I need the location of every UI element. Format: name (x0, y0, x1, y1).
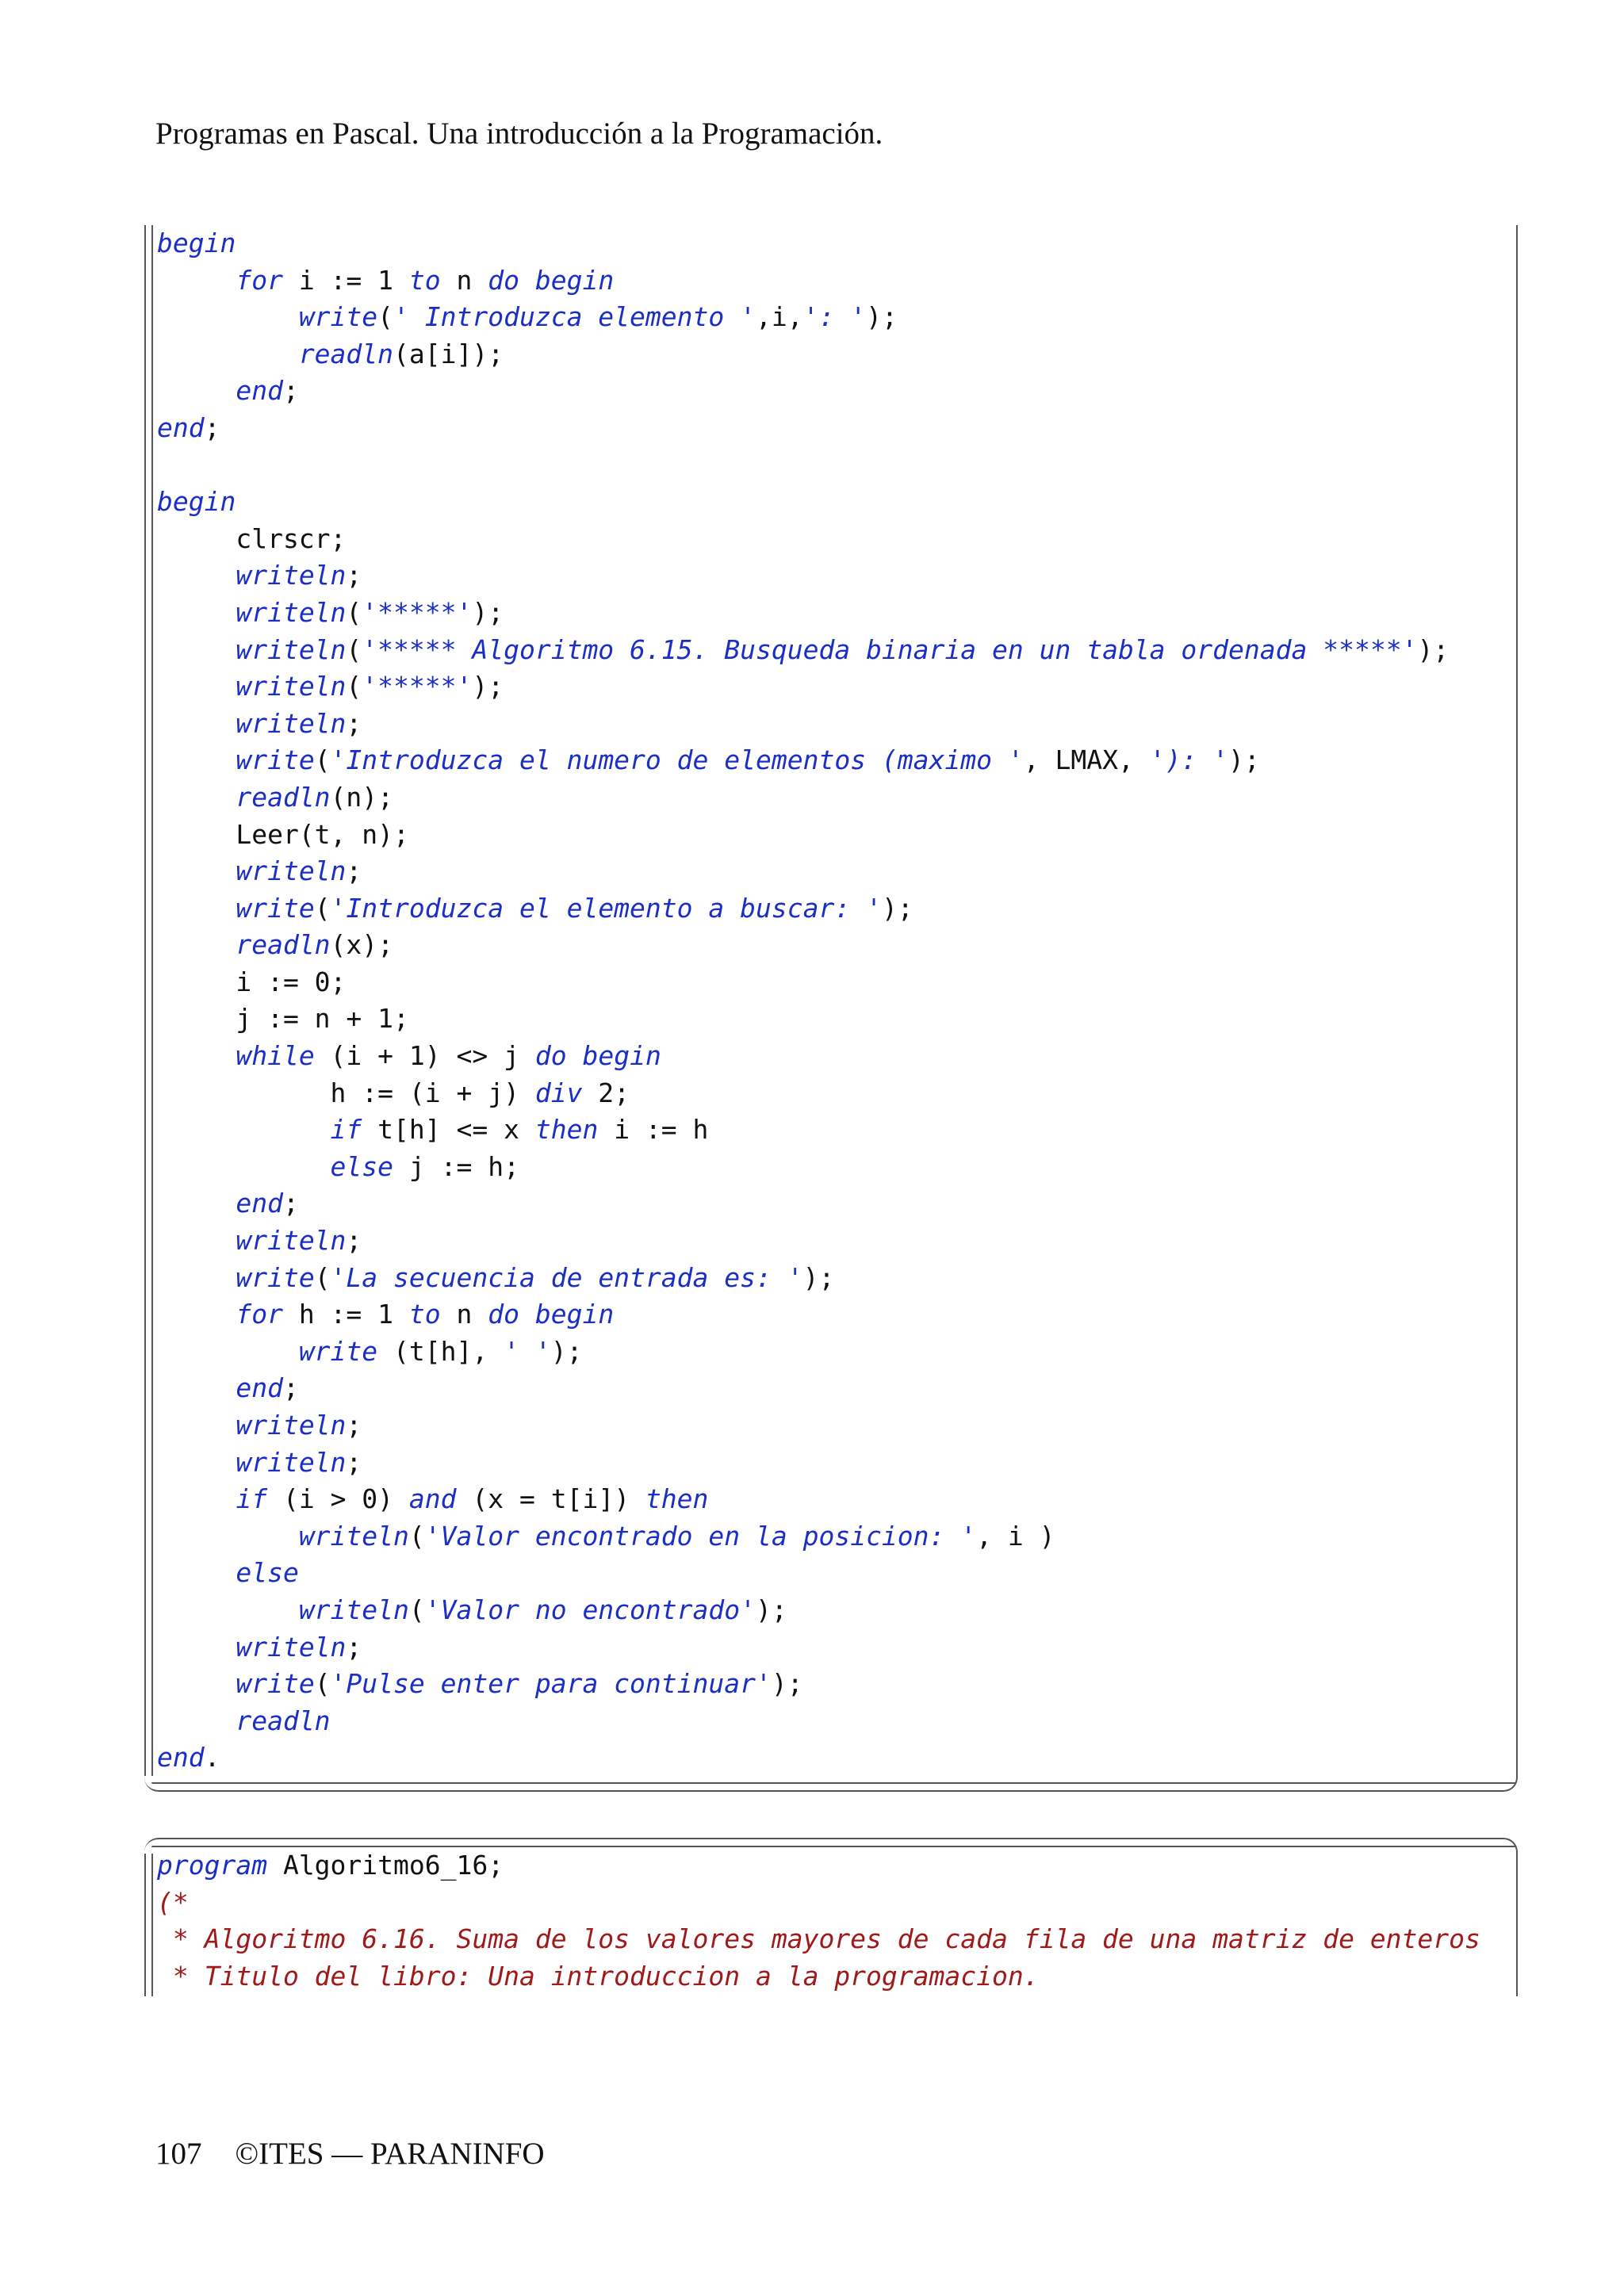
code-line (157, 484, 1449, 521)
code-keyword: then (645, 1483, 709, 1515)
code-keyword: readln (236, 929, 331, 961)
code-line (157, 1149, 1449, 1186)
code-text: 2; (582, 1077, 630, 1108)
code-text: ; (282, 1372, 299, 1404)
code-text: i := 0; (157, 966, 347, 997)
code-line (157, 779, 1449, 817)
code-keyword: do (534, 1040, 567, 1072)
code-text (157, 1188, 236, 1219)
code-keyword: writeln (236, 671, 347, 702)
code-string: 'Valor encontrado en la posicion: ' (424, 1520, 977, 1552)
code-line (157, 595, 1449, 632)
code-text: ; (204, 411, 220, 443)
code-text: ); (866, 301, 898, 333)
code-text (157, 375, 236, 406)
code-line (157, 410, 1449, 447)
code-text: ); (1228, 744, 1260, 776)
code-keyword: writeln (236, 1225, 347, 1257)
code-text: . (204, 1742, 220, 1774)
code-keyword: end (236, 1372, 283, 1404)
code-text (157, 1447, 236, 1478)
code-text (157, 744, 236, 775)
code-keyword: for (236, 264, 283, 296)
code-line (157, 1185, 1449, 1223)
code-text (157, 634, 236, 665)
code-line (157, 1445, 1449, 1482)
code-text (157, 855, 236, 886)
code-text: ( (346, 671, 362, 702)
code-text (157, 560, 236, 591)
code-text: ( (314, 1261, 331, 1293)
code-text: ( (377, 301, 394, 333)
code-line (157, 1334, 1449, 1371)
code-keyword: writeln (236, 596, 347, 628)
code-text (157, 1040, 236, 1071)
code-text (519, 265, 535, 296)
code-keyword: writeln (236, 1446, 347, 1478)
code-text (157, 893, 236, 924)
code-text (157, 339, 299, 369)
code-line (157, 1296, 1449, 1334)
code-line (157, 1223, 1449, 1260)
code-text: i := 1 (282, 264, 409, 296)
code-string: 'Introduzca el elemento a buscar: ' (330, 892, 882, 924)
code-line (157, 1075, 1449, 1112)
code-text (157, 301, 299, 332)
code-line (157, 1847, 1480, 1885)
code-string: ' ' (504, 1335, 551, 1367)
code-listing-algoritmo6-16 (144, 1838, 1518, 1996)
code-keyword: write (298, 301, 378, 333)
page-footer (155, 2136, 545, 2172)
code-text: ; (346, 855, 362, 887)
code-text (157, 1372, 236, 1403)
code-text (519, 1299, 535, 1330)
code-keyword: begin (534, 264, 615, 296)
code-text (157, 265, 236, 296)
code-block (157, 1847, 1480, 1995)
code-line (157, 890, 1449, 928)
code-keyword: write (236, 1668, 315, 1700)
code-keyword: while (236, 1040, 315, 1072)
code-text: Algoritmo6_16; (267, 1850, 504, 1881)
code-keyword: writeln (298, 1520, 409, 1552)
code-text (157, 1557, 236, 1588)
code-text: ( (314, 892, 331, 924)
code-line (157, 1666, 1449, 1703)
code-keyword: writeln (236, 633, 347, 665)
code-string: '): ' (1149, 744, 1229, 776)
code-text (157, 597, 236, 628)
code-text: (i > 0) (267, 1483, 409, 1515)
code-text (157, 708, 236, 739)
code-keyword: write (298, 1335, 378, 1367)
code-text (157, 1483, 236, 1514)
code-text (567, 1040, 583, 1071)
code-text: (n); (330, 781, 394, 813)
code-keyword: end (157, 411, 205, 443)
code-comment: * Titulo del libro: Una introduccion a la programacion. (157, 1960, 1040, 1992)
code-text: n (440, 264, 488, 296)
code-line (157, 1481, 1449, 1518)
code-line (157, 1112, 1449, 1149)
code-text: ( (314, 744, 331, 776)
code-line (157, 706, 1449, 743)
code-keyword: begin (534, 1299, 615, 1330)
code-line (157, 521, 1449, 558)
code-text (157, 929, 236, 960)
code-text (157, 1632, 236, 1663)
code-keyword: end (157, 1742, 205, 1774)
code-line (157, 1518, 1449, 1556)
code-text: n (440, 1299, 488, 1330)
code-line (157, 1958, 1480, 1996)
code-keyword: begin (582, 1040, 661, 1072)
code-line (157, 853, 1449, 890)
code-keyword: writeln (236, 707, 347, 739)
copyright-notice: ©ITES — PARANINFO (235, 2137, 545, 2171)
code-text (157, 1299, 236, 1330)
code-keyword: else (330, 1150, 394, 1182)
code-text: ); (550, 1335, 583, 1367)
code-line (157, 927, 1449, 964)
code-text: clrscr; (157, 522, 347, 554)
code-keyword: write (236, 744, 315, 776)
code-line (157, 632, 1449, 669)
code-text: ; (346, 1410, 362, 1441)
code-text: ; (346, 560, 362, 591)
code-keyword: begin (157, 228, 236, 258)
code-text: h := (i + j) (157, 1077, 535, 1108)
code-text (157, 1705, 236, 1736)
code-keyword: writeln (236, 1631, 347, 1663)
code-keyword: then (534, 1114, 599, 1146)
code-text: i := h (598, 1114, 709, 1146)
code-line (157, 262, 1449, 300)
code-text: ); (881, 892, 914, 924)
code-text (157, 1594, 299, 1625)
code-line (157, 1703, 1449, 1740)
code-comment: * Algoritmo 6.16. Suma de los valores mayores de cada fila de una matriz de enteros (157, 1923, 1480, 1955)
code-text: ); (756, 1594, 787, 1625)
code-line (157, 742, 1449, 779)
code-line (157, 964, 1449, 1001)
code-text (157, 671, 236, 702)
code-text: ( (346, 633, 362, 665)
code-text: (x = t[i]) (456, 1483, 645, 1515)
code-text: ; (346, 1631, 362, 1663)
code-text: ,i, (756, 301, 803, 333)
code-line (157, 817, 1449, 854)
code-text: j := n + 1; (157, 1003, 409, 1035)
code-line (157, 1592, 1449, 1629)
code-line (157, 447, 1449, 484)
code-line (157, 1001, 1449, 1038)
code-keyword: program (157, 1850, 268, 1881)
code-string: '*****' (362, 671, 473, 702)
code-keyword: to (408, 1299, 441, 1330)
code-text: t[h] <= x (362, 1114, 535, 1146)
code-keyword: write (236, 892, 315, 924)
code-keyword: writeln (236, 1410, 347, 1441)
code-keyword: writeln (236, 560, 347, 591)
code-text: (a[i]); (393, 338, 504, 369)
code-block (157, 225, 1449, 1777)
code-text: ( (314, 1668, 331, 1700)
code-line (157, 1921, 1480, 1958)
code-line (157, 1885, 1480, 1922)
code-keyword: div (534, 1077, 583, 1108)
code-keyword: end (236, 1188, 283, 1219)
code-text: ); (771, 1668, 803, 1700)
code-text: (i + 1) <> j (314, 1040, 535, 1072)
code-keyword: do (488, 264, 520, 296)
code-text: ); (472, 596, 504, 628)
code-text: ; (346, 1446, 362, 1478)
code-line (157, 557, 1449, 595)
code-text (157, 1114, 331, 1145)
code-line (157, 1370, 1449, 1407)
code-text (157, 782, 236, 813)
code-keyword: readln (236, 1705, 331, 1736)
code-keyword: writeln (236, 855, 347, 887)
code-text (157, 1225, 236, 1256)
code-text (157, 1410, 236, 1441)
code-text: ; (282, 375, 299, 407)
frame-inner-bottom (151, 1782, 1516, 1784)
code-line (157, 373, 1449, 410)
code-text: , i ) (976, 1520, 1055, 1552)
running-header: Programas en Pascal. Una introducción a la Programación. (155, 117, 883, 151)
code-line (157, 1739, 1449, 1777)
code-keyword: and (408, 1483, 457, 1515)
code-text: h := 1 (282, 1299, 409, 1330)
code-text: (t[h], (377, 1335, 504, 1367)
code-line (157, 1407, 1449, 1445)
code-text: ); (472, 671, 504, 702)
code-keyword: if (330, 1114, 362, 1146)
code-line (157, 225, 1449, 262)
code-string: ': ' (802, 301, 867, 333)
code-string: '*****' (362, 596, 473, 628)
code-keyword: else (236, 1557, 299, 1589)
code-keyword: end (236, 375, 283, 407)
code-text: Leer(t, n); (157, 818, 409, 850)
code-comment: (* (157, 1886, 189, 1918)
code-text: ); (1417, 633, 1450, 665)
code-text (157, 1668, 236, 1699)
code-line (157, 668, 1449, 706)
code-string: 'La secuencia de entrada es: ' (330, 1261, 803, 1293)
code-line (157, 1260, 1449, 1297)
code-keyword: begin (157, 486, 236, 518)
code-line (157, 1038, 1449, 1075)
code-line (157, 1629, 1449, 1667)
code-keyword: to (408, 264, 441, 296)
code-line (157, 336, 1449, 373)
page-number: 107 (155, 2137, 202, 2171)
code-string: '***** Algoritmo 6.15. Busqueda binaria en un tabla ordenada *****' (362, 633, 1418, 665)
code-keyword: do (488, 1299, 520, 1330)
code-text: ; (282, 1188, 299, 1219)
code-text: ); (802, 1261, 835, 1293)
code-string: 'Valor no encontrado' (424, 1594, 756, 1625)
code-keyword: if (236, 1483, 268, 1515)
code-string: ' Introduzca elemento ' (393, 301, 756, 333)
code-text (157, 1336, 299, 1367)
code-keyword: for (236, 1299, 283, 1330)
code-keyword: readln (236, 781, 331, 813)
code-text: ( (346, 596, 362, 628)
code-keyword: writeln (298, 1594, 409, 1625)
code-text (157, 1151, 331, 1182)
code-text: j := h; (393, 1150, 519, 1182)
code-listing-continued (144, 225, 1518, 1792)
code-keyword: write (236, 1261, 315, 1293)
code-keyword: readln (298, 338, 394, 369)
code-string: 'Pulse enter para continuar' (330, 1668, 772, 1700)
code-line (157, 1555, 1449, 1592)
code-text: ( (408, 1594, 425, 1625)
code-text (157, 1521, 299, 1552)
code-text: , LMAX, (1023, 744, 1150, 776)
code-text (157, 1262, 236, 1293)
code-text: ; (346, 1225, 362, 1257)
code-text: ; (346, 707, 362, 739)
code-string: 'Introduzca el numero de elementos (maximo ' (330, 744, 1024, 776)
code-text: (x); (330, 929, 394, 961)
code-text: ( (408, 1520, 425, 1552)
code-line (157, 299, 1449, 336)
